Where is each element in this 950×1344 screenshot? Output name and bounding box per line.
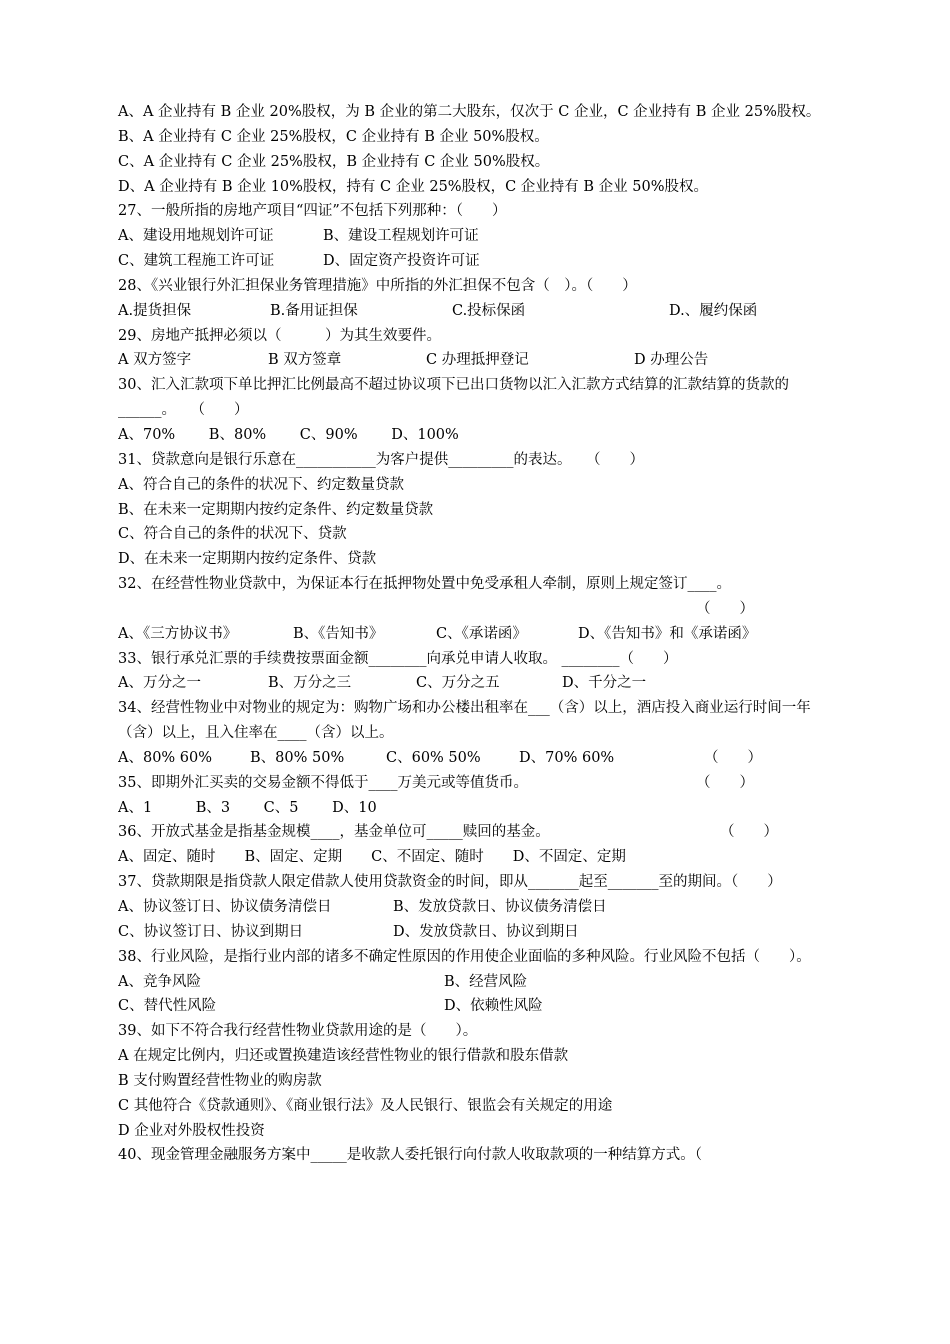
q31-option-b: B、在未来一定期期内按约定条件、约定数量贷款	[118, 501, 434, 518]
document-page	[118, 100, 834, 1168]
question-36-answer-paren: （ ）	[720, 824, 778, 841]
q28-option-c: C.投标保函	[452, 302, 526, 319]
question-37: 37、贷款期限是指贷款人限定借款人使用贷款资金的时间，即从_______起至_______至的期间。（ ）	[118, 874, 782, 891]
q33-option-a: A、万分之一	[118, 675, 201, 692]
option-b-line: B、A 企业持有 C 企业 25%股权，C 企业持有 B 企业 50%股权。	[118, 128, 549, 145]
question-39: 39、如下不符合我行经营性物业贷款用途的是（ ）。	[118, 1023, 478, 1040]
question-27-options-row-2	[118, 249, 834, 274]
question-29-options	[118, 348, 834, 373]
question-28: 28、《兴业银行外汇担保业务管理措施》中所指的外汇担保不包含（ ）。（ ）	[118, 277, 637, 294]
q27-option-a: A、建设用地规划许可证	[118, 228, 274, 245]
question-27: 27、一般所指的房地产项目“四证”不包括下列那种：（ ）	[118, 203, 507, 220]
question-35-options: A、1 B、3 C、5 D、10	[118, 799, 377, 816]
q39-option-c: C 其他符合《贷款通则》、《商业银行法》及人民银行、银监会有关规定的用途	[118, 1097, 613, 1114]
question-35-row	[118, 771, 834, 796]
q37-option-c: C、协议签订日、协议到期日	[118, 923, 304, 940]
q39-option-a: A 在规定比例内，归还或置换建造该经营性物业的银行借款和股东借款	[118, 1048, 569, 1065]
question-38-options-row-2	[118, 994, 834, 1019]
q38-option-a: A、竞争风险	[118, 973, 201, 990]
q32-option-b: B、《告知书》	[293, 625, 384, 642]
q27-option-b: B、建设工程规划许可证	[323, 228, 479, 245]
question-31: 31、贷款意向是银行乐意在___________为客户提供_________的表达。 （ ）	[118, 451, 644, 468]
q27-option-d: D、固定资产投资许可证	[323, 253, 480, 270]
question-38-options-row-1	[118, 970, 834, 995]
q38-option-c: C、替代性风险	[118, 998, 217, 1015]
question-35: 35、即期外汇买卖的交易金额不得低于____万美元或等值货币。	[118, 774, 528, 791]
question-32: 32、在经营性物业贷款中，为保证本行在抵押物处置中免受承租人牵制，原则上规定签订____。	[118, 576, 731, 593]
q29-option-d: D 办理公告	[634, 352, 709, 369]
q33-option-c: C、万分之五	[416, 675, 500, 692]
q27-option-c: C、建筑工程施工许可证	[118, 253, 275, 270]
q31-option-a: A、符合自己的条件的状况下、约定数量贷款	[118, 476, 404, 493]
q33-option-b: B、万分之三	[268, 675, 352, 692]
question-37-options-row-2	[118, 920, 834, 945]
option-a-line: A、A 企业持有 B 企业 20%股权，为 B 企业的第二大股东，仅次于 C 企业，C 企业持有 B 企业 25%股权。	[118, 104, 821, 120]
q31-option-d: D、在未来一定期期内按约定条件、贷款	[118, 551, 377, 568]
q28-option-a: A.提货担保	[118, 302, 192, 319]
q34-option-b: B、80% 50%	[250, 749, 345, 766]
question-29: 29、房地产抵押必须以（ ）为其生效要件。	[118, 327, 441, 344]
q37-option-b: B、发放贷款日、协议债务清偿日	[393, 899, 607, 915]
q28-option-b: B.备用证担保	[270, 302, 358, 319]
q39-option-d: D 企业对外股权性投资	[118, 1122, 265, 1139]
question-33: 33、银行承兑汇票的手续费按票面金额________向承兑申请人收取。 ________（ ）	[118, 650, 678, 667]
q34-option-d: D、70% 60%	[519, 749, 615, 766]
question-35-answer-paren: （ ）	[696, 774, 754, 791]
question-40: 40、现金管理金融服务方案中_____是收款人委托银行向付款人收取款项的一种结算方式。（	[118, 1147, 702, 1164]
q37-option-d: D、发放贷款日、协议到期日	[393, 923, 579, 940]
q31-option-c: C、符合自己的条件的状况下、贷款	[118, 526, 347, 543]
question-30: 30、汇入汇款项下单比押汇比例最高不超过协议项下已出口货物以汇入汇款方式结算的汇款结算的货款的______。 （ ）	[118, 377, 789, 419]
question-27-options-row-1	[118, 224, 834, 249]
q32-option-c: C、《承诺函》	[436, 625, 527, 642]
option-c-line: C、A 企业持有 C 企业 25%股权，B 企业持有 C 企业 50%股权。	[118, 153, 550, 170]
option-d-line: D、A 企业持有 B 企业 10%股权，持有 C 企业 25%股权，C 企业持有 B 企业 50%股权。	[118, 178, 708, 195]
q33-option-d: D、千分之一	[562, 675, 647, 692]
question-34-options	[118, 746, 834, 771]
q34-option-a: A、80% 60%	[118, 749, 213, 766]
q29-option-b: B 双方签章	[268, 352, 342, 369]
q32-option-a: A、《三方协议书》	[118, 625, 238, 642]
question-36-options: A、固定、随时 B、固定、定期 C、不固定、随时 D、不固定、定期	[118, 849, 626, 866]
q38-option-d: D、依赖性风险	[444, 998, 543, 1015]
q32-option-d: D、《告知书》和《承诺函》	[578, 625, 757, 642]
question-33-options	[118, 671, 834, 696]
question-34-answer-paren: （ ）	[704, 749, 762, 766]
question-32-options	[118, 622, 834, 647]
q29-option-a: A 双方签字	[118, 352, 192, 369]
q34-option-c: C、60% 50%	[386, 749, 481, 766]
question-28-options	[118, 299, 834, 324]
q37-option-a: A、协议签订日、协议债务清偿日	[118, 899, 332, 915]
question-38: 38、行业风险，是指行业内部的诸多不确定性原因的作用使企业面临的多种风险。行业风险不包括（ ）。	[118, 948, 811, 965]
question-36-row	[118, 820, 834, 845]
q29-option-c: C 办理抵押登记	[426, 352, 529, 369]
q39-option-b: B 支付购置经营性物业的购房款	[118, 1072, 322, 1089]
question-32-answer-paren: （ ）	[696, 600, 754, 617]
question-37-options-row-1	[118, 895, 834, 920]
question-30-options: A、70% B、80% C、90% D、100%	[118, 426, 459, 443]
q38-option-b: B、经营风险	[444, 973, 528, 990]
q28-option-d: D.、履约保函	[669, 302, 758, 319]
question-34: 34、经营性物业中对物业的规定为：购物广场和办公楼出租率在___（含）以上，酒店投入商业运行时间一年（含）以上，且入住率在____（含）以上。	[118, 700, 811, 742]
question-36: 36、开放式基金是指基金规模____，基金单位可_____赎回的基金。	[118, 824, 550, 841]
